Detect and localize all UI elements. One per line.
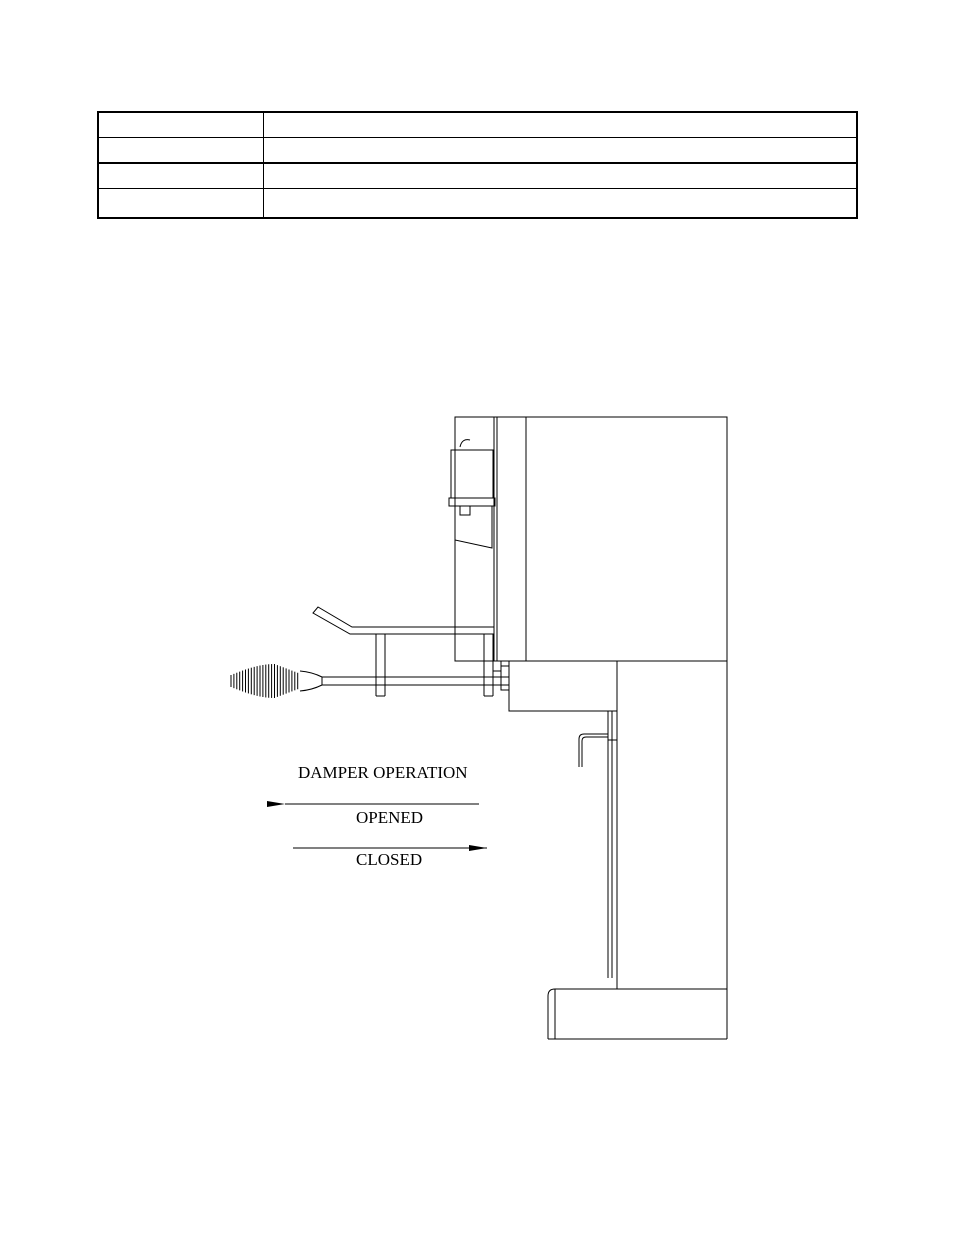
tray xyxy=(313,607,494,696)
opened-label: OPENED xyxy=(356,808,424,827)
lower-cabinet xyxy=(509,661,727,1039)
damper-knob xyxy=(231,664,322,698)
damper-rod xyxy=(322,661,509,690)
upper-cabinet xyxy=(455,417,727,661)
damper-operation-caption: DAMPER OPERATION xyxy=(298,763,468,782)
knob-neck xyxy=(300,671,322,691)
closed-label: CLOSED xyxy=(356,850,423,869)
bracket-assembly xyxy=(449,440,495,548)
